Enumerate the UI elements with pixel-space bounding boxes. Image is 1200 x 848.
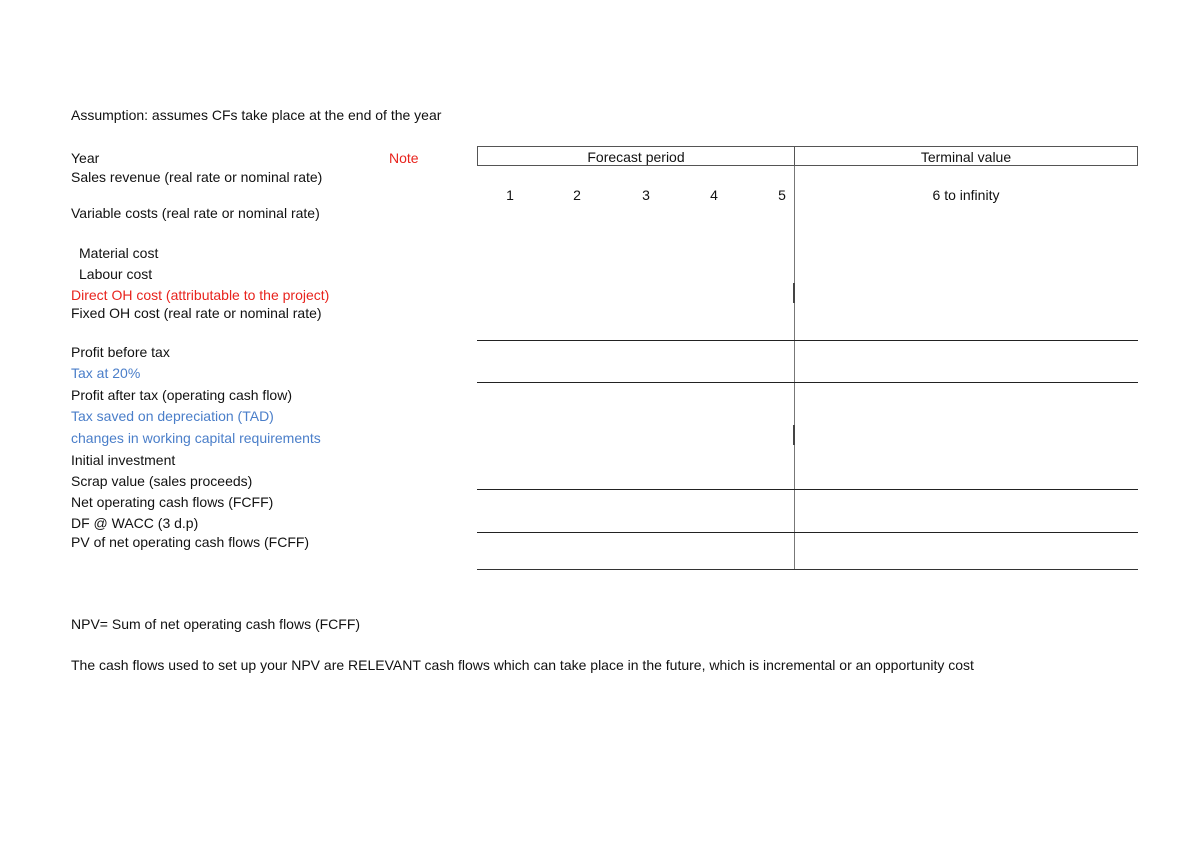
row-initial-investment: Initial investment — [71, 452, 176, 468]
row-sales-revenue: Sales revenue (real rate or nominal rate) — [71, 169, 323, 185]
row-tax: Tax at 20% — [71, 365, 141, 381]
forecast-period-header: Forecast period — [477, 146, 795, 166]
table-rule — [477, 532, 1138, 533]
row-pv: PV of net operating cash flows (FCFF) — [71, 534, 310, 550]
row-net-cf: Net operating cash flows (FCFF) — [71, 494, 274, 510]
row-profit-after-tax: Profit after tax (operating cash flow) — [71, 387, 292, 403]
year-2: 2 — [573, 187, 581, 203]
assumption-text: Assumption: assumes CFs take place at the end of the year — [71, 107, 442, 123]
year-label: Year — [71, 150, 100, 166]
terminal-value-header: Terminal value — [794, 146, 1138, 166]
relevant-cf-note: The cash flows used to set up your NPV are RELEVANT cash flows which can take place in the future, which is incremental or an opportunity cost — [71, 657, 974, 673]
year-3: 3 — [642, 187, 650, 203]
row-labour-cost: Labour cost — [79, 266, 153, 282]
row-variable-costs: Variable costs (real rate or nominal rate) — [71, 205, 320, 221]
table-rule — [477, 382, 1138, 383]
npv-note: NPV= Sum of net operating cash flows (FCFF) — [71, 616, 361, 632]
divider-mark — [793, 283, 795, 303]
row-scrap-value: Scrap value (sales proceeds) — [71, 473, 253, 489]
row-df: DF @ WACC (3 d.p) — [71, 515, 199, 531]
terminal-year: 6 to infinity — [932, 187, 1000, 203]
year-1: 1 — [506, 187, 514, 203]
divider-mark — [793, 425, 795, 445]
row-profit-before-tax: Profit before tax — [71, 344, 170, 360]
row-working-capital: changes in working capital requirements — [71, 430, 321, 446]
row-fixed-oh: Fixed OH cost (real rate or nominal rate) — [71, 305, 322, 321]
row-direct-oh: Direct OH cost (attributable to the project) — [71, 287, 330, 303]
year-5: 5 — [778, 187, 786, 203]
table-rule — [477, 489, 1138, 490]
row-material-cost: Material cost — [79, 245, 159, 261]
column-divider — [794, 166, 795, 570]
table-rule — [477, 340, 1138, 341]
table-rule — [477, 569, 1138, 570]
year-4: 4 — [710, 187, 718, 203]
note-label: Note — [389, 150, 419, 166]
row-tad: Tax saved on depreciation (TAD) — [71, 408, 274, 424]
